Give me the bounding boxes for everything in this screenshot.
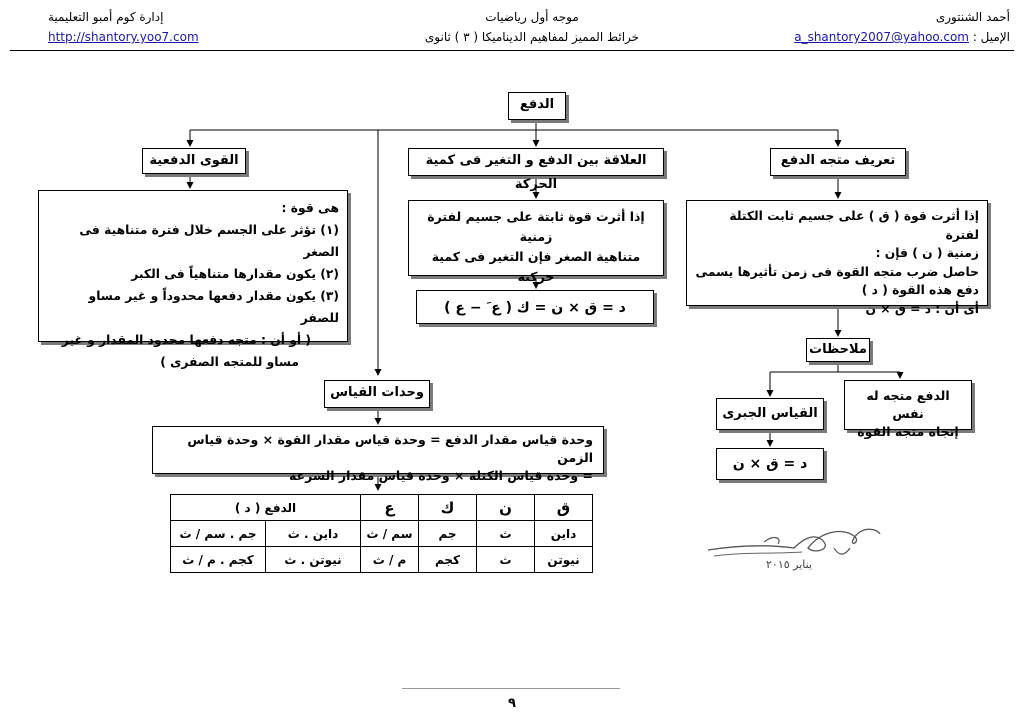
units-title-box [324,380,430,408]
email-link[interactable]: a_shantory2007@yahoo.com [794,30,969,44]
units-cell: كجم . م / ث [171,547,266,573]
notes-title-box [806,338,870,362]
units-cell: نيوتن [535,547,593,573]
signature [704,518,884,582]
algebraic-title-box [716,398,824,430]
units-cell: م / ث [361,547,419,573]
header-title-line1: موجه أول رياضيات [485,10,579,24]
impulsive-body-box [38,190,348,369]
algebraic-formula: د = ق × ن [732,456,808,472]
relation-title-box [408,148,664,192]
direction-note-line: الدفع متجه له نفس [866,388,950,421]
definition-title: تعريف متجه الدفع [780,153,896,168]
definition-body-box [686,200,988,316]
units-header-cell: الدفع ( د ) [171,495,361,521]
impulsive-line: ( أو أن : متجه دفعها محدود المقدار و غير [61,333,311,347]
units-title: وحدات القياس [330,385,424,400]
table-row [171,547,593,573]
impulsive-line: (٢) يكون مقدارها متناهياً فى الكبر [131,267,339,281]
units-body-box [152,426,604,483]
units-line: = وحدة قياس الكتلة × وحدة قياس مقدار السرعة [288,468,593,483]
units-cell: داين . ث [266,521,361,547]
page-number: ٩ [508,696,516,711]
impulsive-line: هى قوة : [281,201,339,215]
root-impulse-box [508,92,566,120]
units-table-header-row [171,495,593,521]
relation-body-box [408,200,664,284]
units-cell: كجم [419,547,477,573]
definition-line: دفع هذه القوة ( د ) [861,283,979,297]
direction-note-box [844,380,972,439]
definition-title-box [770,148,906,176]
root-label: الدفع [519,97,555,112]
relation-formula: د = ق × ن = ك ( ع َ − ع ) [444,300,626,316]
impulsive-title: القوى الدفعية [149,153,239,168]
impulsive-line: مساو للمتجه الصفرى ) [160,355,299,369]
algebraic-title: القياس الجبرى [722,406,818,421]
units-cell: جم . سم / ث [171,521,266,547]
units-cell: جم [419,521,477,547]
units-cell: ث [477,547,535,573]
organization-name: إدارة كوم أمبو التعليمية [48,10,164,24]
definition-formula: أى أن : د = ق × ن [865,301,979,316]
units-cell: سم / ث [361,521,419,547]
units-header-cell: ك [419,495,477,521]
notes-title: ملاحظات [809,342,867,357]
website-link[interactable]: http://shantory.yoo7.com [48,30,199,44]
units-cell: ث [477,521,535,547]
definition-line: حاصل ضرب متجه القوة فى زمن تأثيرها يسمى [695,264,979,279]
units-header-cell: ق [535,495,593,521]
definition-line: زمنية ( ن ) فإن : [875,246,979,260]
relation-line: متناهية الصغر فإن التغير فى كمية حركته [431,249,641,284]
definition-line: إذا أثرت قوة ( ق ) على جسيم ثابت الكتلة لفترة [729,209,979,242]
units-table [170,494,593,573]
units-cell: داين [535,521,593,547]
footer-divider [402,688,620,689]
email-label: الإميل : [972,30,1010,44]
relation-title: العلاقة بين الدفع و التغير فى كمية الحركة [425,153,647,192]
impulsive-title-box [142,148,246,174]
table-row [171,521,593,547]
direction-note-line: إتجاه متجه القوة [857,424,959,439]
impulsive-line: (٣) يكون مقدار دفعها محدوداً و غير مساو للصفر [88,289,339,325]
algebraic-formula-box [716,448,824,480]
units-header-cell: ن [477,495,535,521]
units-line: وحدة قياس مقدار الدفع = وحدة قياس مقدار القوة × وحدة قياس الزمن [187,432,593,465]
signature-date: يناير ٢٠١٥ [766,558,813,571]
relation-formula-box [416,290,654,324]
header-title-line2: خرائط المميز لمفاهيم الديناميكا ( ٣ ) ثانوى [424,30,640,44]
impulsive-line: (١) تؤثر على الجسم خلال فترة متناهية فى الصغر [79,223,339,259]
units-header-cell: ع [361,495,419,521]
relation-line: إذا أثرت قوة ثابتة على جسيم لفترة زمنية [427,209,645,244]
units-cell: نيوتن . ث [266,547,361,573]
author-name: أحمد الشنتورى [935,10,1010,24]
